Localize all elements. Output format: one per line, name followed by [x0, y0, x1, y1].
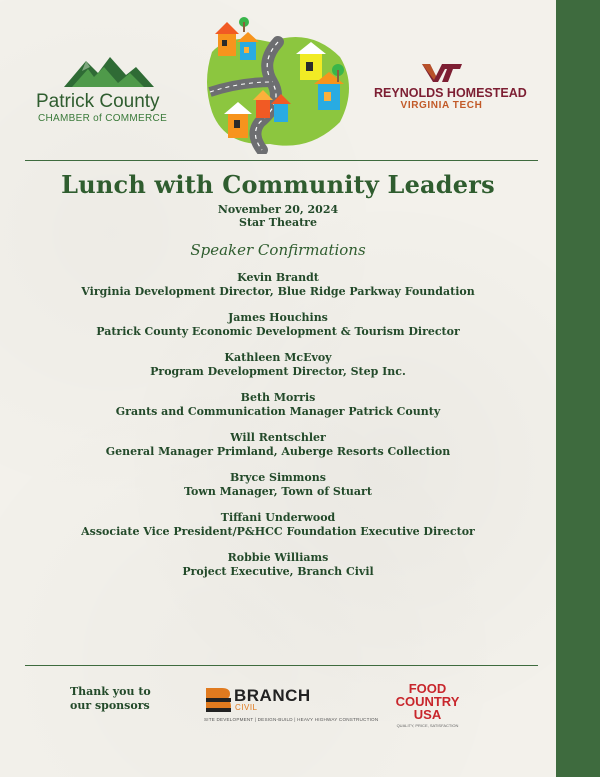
- homestead-subtitle: VIRGINIA TECH: [400, 100, 483, 111]
- speaker-item: [0, 391, 556, 431]
- speaker-item: [0, 551, 556, 591]
- speaker-name: James Houchins: [228, 311, 328, 324]
- speaker-role: Project Executive, Branch Civil: [182, 565, 374, 578]
- branch-name: BRANCH: [234, 686, 311, 705]
- speaker-name: Kevin Brandt: [237, 271, 319, 284]
- thanks-line-2: our sponsors: [70, 699, 150, 712]
- food-country-tagline: QUALITY, PRICE, SATISFACTION: [396, 723, 459, 728]
- speaker-item: [0, 351, 556, 391]
- food-country-usa-logo: [390, 682, 465, 728]
- branch-b-icon: [204, 686, 232, 714]
- vt-monogram-icon: [420, 62, 464, 84]
- chamber-name: Patrick County: [36, 91, 160, 112]
- speaker-role: Town Manager, Town of Stuart: [184, 485, 372, 498]
- speaker-item: [0, 471, 556, 511]
- speaker-role: Grants and Communication Manager Patrick County: [115, 405, 441, 418]
- speaker-role: General Manager Primland, Auberge Resorts Collection: [105, 445, 451, 458]
- branch-sub: CIVIL: [235, 703, 258, 712]
- speaker-item: [0, 271, 556, 311]
- speaker-name: Robbie Williams: [227, 551, 329, 564]
- mountains-icon: [64, 55, 154, 89]
- header-divider: [25, 160, 538, 161]
- food-country-line-1: FOOD: [408, 681, 447, 696]
- reynolds-homestead-logo: [374, 62, 527, 122]
- speaker-name: Tiffani Underwood: [220, 511, 336, 524]
- speaker-role: Program Development Director, Step Inc.: [150, 365, 406, 378]
- speaker-role: Patrick County Economic Development & Tourism Director: [96, 325, 460, 338]
- food-country-line-2: COUNTRY USA: [395, 694, 460, 722]
- branch-civil-logo: [204, 686, 379, 726]
- speaker-name: Will Rentschler: [230, 431, 326, 444]
- speaker-role: Virginia Development Director, Blue Ridge Parkway Foundation: [81, 285, 475, 298]
- green-sidebar-band: [556, 0, 600, 777]
- speaker-item: [0, 511, 556, 551]
- speaker-name: Bryce Simmons: [230, 471, 326, 484]
- speaker-section-title: Speaker Confirmations: [190, 241, 366, 259]
- sponsor-thanks: [70, 685, 151, 713]
- village-illustration: [200, 12, 358, 154]
- speaker-role: Associate Vice President/P&HCC Foundation Executive Director: [81, 525, 475, 538]
- homestead-name: REYNOLDS HOMESTEAD: [374, 86, 527, 100]
- footer-divider: [25, 665, 538, 666]
- event-title: Lunch with Community Leaders: [61, 170, 495, 199]
- speaker-item: [0, 431, 556, 471]
- chamber-subtitle: CHAMBER of COMMERCE: [38, 113, 168, 124]
- speaker-name: Kathleen McEvoy: [224, 351, 332, 364]
- speaker-item: [0, 311, 556, 351]
- speaker-list: [0, 271, 556, 591]
- patrick-county-chamber-logo: [32, 55, 182, 125]
- event-date: November 20, 2024: [217, 203, 339, 216]
- branch-tagline: SITE DEVELOPMENT | DESIGN-BUILD | HEAVY HIGHWAY CONSTRUCTION: [204, 717, 379, 722]
- event-venue: Star Theatre: [239, 216, 317, 229]
- speaker-name: Beth Morris: [240, 391, 316, 404]
- thanks-line-1: Thank you to: [70, 685, 151, 698]
